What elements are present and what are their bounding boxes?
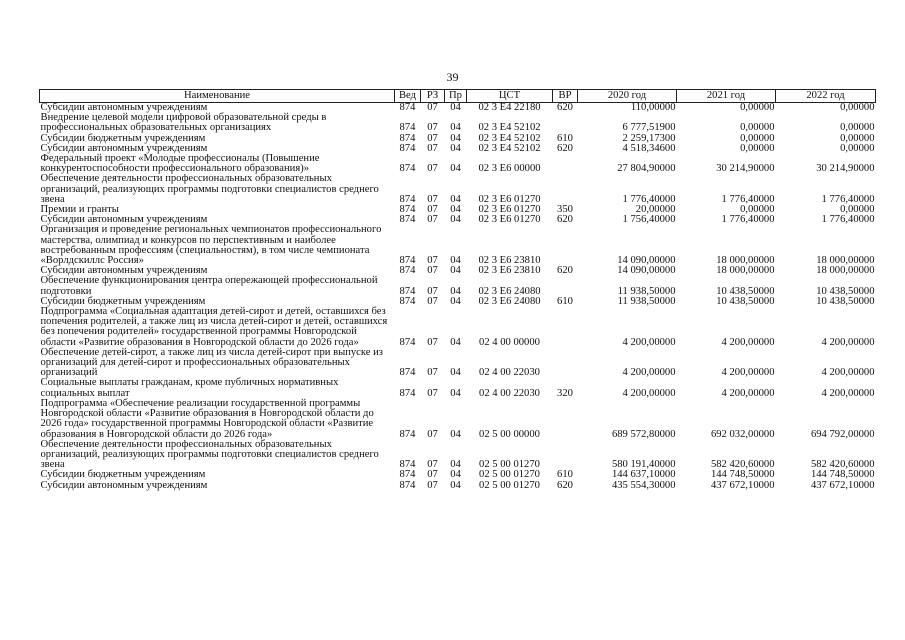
header-ved: Вед [395, 90, 421, 103]
row-name: Подпрограмма «Обеспечение реализации государственной программы Новгородской области «Развитие образования в Новгородской области до 2026 года» государственной программы Новгородской области «Развитие образования в Новгородской области до 2026 года» [40, 397, 374, 440]
row-pr: 04 [450, 204, 461, 216]
row-name: Обеспечение деятельности профессиональных образовательных организаций, реализующих программы подготовки специалистов среднего звена [40, 173, 379, 205]
row-2022: 0,00000 [840, 122, 875, 134]
row-pr: 04 [450, 142, 461, 154]
row-ved: 874 [399, 265, 416, 277]
row-2022: 4 200,00000 [821, 387, 875, 399]
row-vr [553, 225, 578, 266]
row-2021: 0,00000 [740, 204, 775, 216]
row-rz: 07 [427, 367, 438, 379]
row-cst: 02 3 E6 01270 [478, 214, 541, 226]
row-2020: 110,00000 [630, 102, 676, 113]
row-pr: 04 [450, 295, 461, 307]
row-2020: 144 637,10000 [611, 469, 676, 481]
row-rz: 07 [427, 469, 438, 481]
row-ved: 874 [399, 295, 416, 307]
row-2020: 2 259,17300 [622, 132, 676, 144]
row-2021: 4 200,00000 [721, 336, 775, 348]
row-rz: 07 [427, 285, 438, 297]
row-ved: 874 [399, 469, 416, 481]
row-ved: 874 [399, 163, 416, 175]
row-cst: 02 3 E6 23810 [478, 255, 541, 267]
row-vr: 620 [557, 142, 573, 154]
row-pr: 04 [450, 428, 461, 440]
row-2021: 692 032,00000 [710, 428, 775, 440]
row-vr [553, 154, 578, 174]
row-vr: 610 [557, 295, 573, 307]
row-vr [553, 440, 578, 471]
row-ved: 874 [399, 336, 416, 348]
row-cst: 02 3 E6 00000 [478, 163, 541, 175]
row-2020: 1 756,40000 [622, 214, 676, 226]
page-number: 39 [446, 70, 459, 84]
row-name: Организация и проведение региональных чемпионатов профессионального мастерства, олимпиад и конкурсов по перспективным и наиболее востребованным профессиям (специальностям), в том числе чемпионата «Ворлдскиллс Россия» [40, 224, 382, 267]
row-cst: 02 4 00 00000 [479, 336, 540, 348]
row-2020: 20,00000 [635, 204, 676, 216]
row-vr: 350 [557, 204, 573, 216]
row-name: Субсидии автономным учреждениям [40, 214, 208, 226]
row-2020: 580 191,40000 [611, 459, 676, 471]
row-cst: 02 5 00 01270 [479, 459, 540, 471]
row-2021: 144 748,50000 [710, 469, 775, 481]
row-cst: 02 5 00 01270 [479, 469, 540, 481]
row-2021: 0,00000 [740, 132, 775, 144]
row-ved: 874 [399, 285, 416, 297]
row-name: Подпрограмма «Социальная адаптация детей-сирот и детей, оставшихся без попечения родителей, а также лиц из числа детей-сирот и детей, оставшихся без попечения родителей» государственной программы Новгородской области «Развитие образования в Новгородской области до 2026 года» [40, 306, 388, 348]
row-ved: 874 [399, 214, 416, 226]
header-pr: Пр [445, 90, 467, 103]
row-pr: 04 [450, 479, 461, 491]
row-name: Субсидии бюджетным учреждениям [40, 132, 206, 144]
row-2021: 10 438,50000 [716, 285, 775, 297]
row-cst: 02 5 00 00000 [479, 428, 540, 440]
row-2020: 4 200,00000 [622, 367, 676, 379]
row-name: Премии и гранты [40, 204, 119, 216]
row-vr: 320 [557, 387, 573, 399]
row-pr: 04 [450, 102, 461, 113]
row-pr: 04 [450, 367, 461, 379]
row-2021: 1 776,40000 [721, 193, 775, 205]
row-pr: 04 [450, 132, 461, 144]
row-name: Субсидии автономным учреждениям [40, 142, 208, 154]
row-vr [553, 113, 578, 133]
row-rz: 07 [427, 295, 438, 307]
row-pr: 04 [450, 336, 461, 348]
budget-table [39, 89, 876, 491]
row-2022: 0,00000 [840, 132, 875, 144]
row-ved: 874 [399, 255, 416, 267]
row-name: Субсидии автономным учреждениям [40, 265, 208, 277]
header-2021: 2021 год [677, 90, 776, 103]
row-2020: 4 518,34600 [622, 142, 676, 154]
row-cst: 02 3 E6 01270 [478, 193, 541, 205]
table-body [40, 103, 876, 491]
table-row [40, 307, 876, 348]
row-2022: 10 438,50000 [816, 295, 875, 307]
row-2021: 437 672,10000 [710, 479, 775, 491]
header-cst: ЦСТ [467, 90, 553, 103]
row-vr: 620 [557, 102, 573, 113]
row-pr: 04 [450, 255, 461, 267]
row-rz: 07 [427, 428, 438, 440]
row-pr: 04 [450, 387, 461, 399]
row-vr: 620 [557, 479, 573, 491]
table-row [40, 481, 876, 491]
row-name: Субсидии бюджетным учреждениям [40, 469, 206, 481]
row-rz: 07 [427, 479, 438, 491]
row-2022: 18 000,00000 [816, 255, 875, 267]
row-rz: 07 [427, 132, 438, 144]
row-ved: 874 [399, 367, 416, 379]
row-2022: 144 748,50000 [810, 469, 875, 481]
row-2020: 4 200,00000 [622, 387, 676, 399]
row-cst: 02 3 E4 52102 [478, 122, 541, 134]
row-rz: 07 [427, 255, 438, 267]
row-vr [553, 348, 578, 379]
row-2022: 0,00000 [840, 204, 875, 216]
row-2022: 10 438,50000 [816, 285, 875, 297]
row-ved: 874 [399, 204, 416, 216]
row-rz: 07 [427, 387, 438, 399]
row-2021: 10 438,50000 [716, 295, 775, 307]
row-2020: 14 090,00000 [617, 265, 676, 277]
row-2021: 18 000,00000 [716, 255, 775, 267]
row-pr: 04 [450, 193, 461, 205]
row-ved: 874 [399, 132, 416, 144]
header-vr: ВР [553, 90, 578, 103]
row-2020: 1 776,40000 [622, 193, 676, 205]
row-2020: 6 777,51900 [622, 122, 676, 134]
row-2022: 4 200,00000 [821, 336, 875, 348]
row-vr [553, 276, 578, 296]
row-2021: 18 000,00000 [716, 265, 775, 277]
row-cst: 02 3 E4 52102 [478, 132, 541, 144]
table-row [40, 174, 876, 205]
table-row [40, 348, 876, 379]
header-rz: РЗ [421, 90, 445, 103]
row-vr: 620 [557, 265, 573, 277]
row-2022: 437 672,10000 [810, 479, 875, 491]
row-pr: 04 [450, 214, 461, 226]
row-cst: 02 4 00 22030 [479, 387, 540, 399]
row-2020: 27 804,90000 [617, 163, 676, 175]
row-ved: 874 [399, 479, 416, 491]
row-2022: 694 792,00000 [810, 428, 875, 440]
table-row [40, 113, 876, 133]
row-vr [553, 399, 578, 440]
row-rz: 07 [427, 163, 438, 175]
row-ved: 874 [399, 102, 416, 113]
row-ved: 874 [399, 193, 416, 205]
row-2021: 30 214,90000 [716, 163, 775, 175]
row-pr: 04 [450, 265, 461, 277]
row-cst: 02 3 E4 22180 [478, 102, 541, 113]
row-vr: 610 [557, 132, 573, 144]
row-pr: 04 [450, 469, 461, 481]
row-2021: 0,00000 [740, 122, 775, 134]
row-ved: 874 [399, 428, 416, 440]
row-ved: 874 [399, 387, 416, 399]
table-row [40, 470, 876, 480]
table-row [40, 154, 876, 174]
row-vr: 620 [557, 214, 573, 226]
row-name: Социальные выплаты гражданам, кроме публичных нормативных социальных выплат [40, 377, 339, 399]
row-ved: 874 [399, 459, 416, 471]
row-2020: 4 200,00000 [622, 336, 676, 348]
row-2021: 0,00000 [740, 102, 775, 113]
table-header-row [40, 90, 876, 103]
row-ved: 874 [399, 122, 416, 134]
row-2022: 30 214,90000 [816, 163, 875, 175]
row-rz: 07 [427, 204, 438, 216]
row-rz: 07 [427, 336, 438, 348]
row-rz: 07 [427, 122, 438, 134]
row-2022: 0,00000 [840, 142, 875, 154]
table-row [40, 225, 876, 266]
table-row [40, 276, 876, 296]
row-rz: 07 [427, 142, 438, 154]
row-cst: 02 3 E6 01270 [478, 204, 541, 216]
row-pr: 04 [450, 285, 461, 297]
row-vr [553, 307, 578, 348]
row-2021: 1 776,40000 [721, 214, 775, 226]
row-name: Субсидии автономным учреждениям [40, 479, 208, 491]
row-2022: 1 776,40000 [821, 214, 875, 226]
row-2022: 18 000,00000 [816, 265, 875, 277]
row-rz: 07 [427, 102, 438, 113]
row-cst: 02 3 E6 24080 [478, 285, 541, 297]
row-2021: 582 420,60000 [710, 459, 775, 471]
row-2022: 582 420,60000 [810, 459, 875, 471]
row-cst: 02 3 E6 23810 [478, 265, 541, 277]
row-rz: 07 [427, 214, 438, 226]
row-rz: 07 [427, 193, 438, 205]
row-rz: 07 [427, 265, 438, 277]
row-name: Обеспечение детей-сирот, а также лиц из числа детей-сирот при выпуске из организаций для детей-сирот и профессиональных образовательных организаций [40, 346, 383, 379]
row-name: Внедрение целевой модели цифровой образовательной среды в профессиональных образовательных организациях [40, 112, 327, 134]
row-2020: 14 090,00000 [617, 255, 676, 267]
row-cst: 02 5 00 01270 [479, 479, 540, 491]
table-row [40, 378, 876, 398]
row-rz: 07 [427, 459, 438, 471]
row-pr: 04 [450, 122, 461, 134]
row-2021: 4 200,00000 [721, 367, 775, 379]
row-vr: 610 [557, 469, 573, 481]
row-2020: 11 938,50000 [617, 285, 676, 297]
row-vr [553, 174, 578, 205]
row-ved: 874 [399, 142, 416, 154]
row-name: Федеральный проект «Молодые профессионалы (Повышение конкурентоспособности профессионального образования)» [40, 153, 320, 175]
table-row [40, 399, 876, 440]
row-2020: 11 938,50000 [617, 295, 676, 307]
row-cst: 02 4 00 22030 [479, 367, 540, 379]
row-2022: 1 776,40000 [821, 193, 875, 205]
row-2020: 689 572,80000 [611, 428, 676, 440]
row-name: Обеспечение деятельности профессиональных образовательных организаций, реализующих программы подготовки специалистов среднего звена [40, 438, 379, 471]
row-cst: 02 3 E4 52102 [478, 142, 541, 154]
row-2022: 0,00000 [840, 102, 875, 113]
row-name: Обеспечение функционирования центра опережающей профессиональной подготовки [40, 275, 378, 297]
row-name: Субсидии бюджетным учреждениям [40, 295, 206, 307]
table-row [40, 440, 876, 471]
row-cst: 02 3 E6 24080 [478, 295, 541, 307]
header-name: Наименование [40, 90, 395, 103]
row-name: Субсидии автономным учреждениям [40, 102, 208, 113]
row-pr: 04 [450, 459, 461, 471]
header-2022: 2022 год [776, 90, 876, 103]
row-2022: 4 200,00000 [821, 367, 875, 379]
row-2021: 4 200,00000 [721, 387, 775, 399]
row-pr: 04 [450, 163, 461, 175]
row-2020: 435 554,30000 [611, 479, 676, 491]
row-2021: 0,00000 [740, 142, 775, 154]
header-2020: 2020 год [578, 90, 677, 103]
